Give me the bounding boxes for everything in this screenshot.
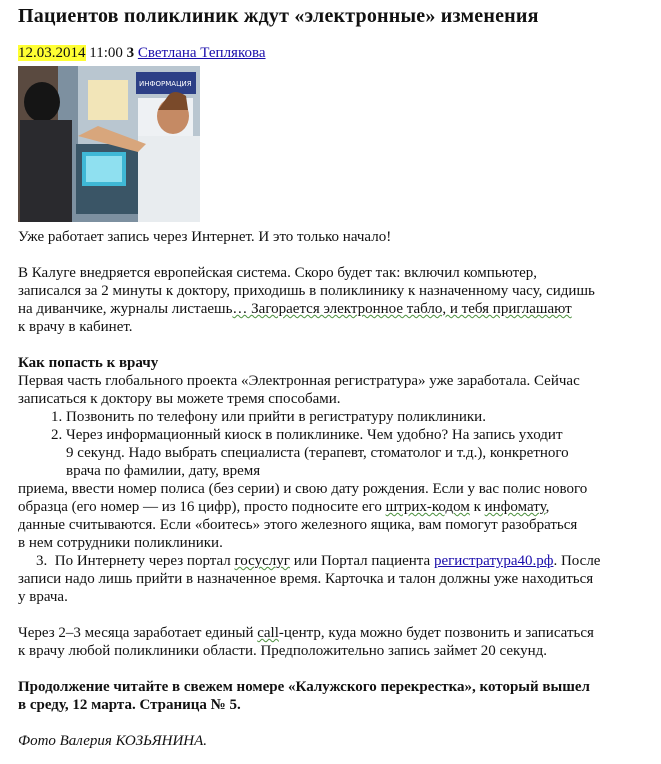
author-link[interactable]: Светлана Теплякова <box>137 45 266 61</box>
registry-link[interactable]: регистратура40.рф <box>433 553 554 569</box>
photo-credit: Фото Валерия КОЗЬЯНИНА. <box>18 733 208 749</box>
article-title: Пациентов поликлиник ждут «электронные» изменения <box>18 5 539 27</box>
publish-date: 12.03.2014 <box>18 45 86 61</box>
continued-notice: Продолжение читайте в свежем номере «Калужского перекрестка», который вышел в среду, 12 марта. Страница № 5. <box>18 679 590 713</box>
photo-caption: Уже работает запись через Интернет. И это только начало! <box>18 229 392 245</box>
publish-time: 11:00 <box>89 45 123 61</box>
comment-count: 3 <box>126 45 135 61</box>
methods-list <box>18 408 645 480</box>
photo-kiosk-icon <box>18 66 200 222</box>
article-meta <box>18 44 645 62</box>
intro-paragraph: В Калуге внедряется европейская система. Скоро будет так: включил компьютер, записался за 2 минуты к доктору, приходишь в поликлинику к назначенному часу, сидишь на диванчике, журналы листаешь… Загорается электронное табло, и тебя приглашают к врачу в кабинет. <box>18 265 595 335</box>
kiosk-continuation: приема, ввести номер полиса (без серии) и свою дату рождения. Если у вас полис нового образца (его номер — из 16 цифр), просто подносите его штрих-кодом к инфомату, данные считываются. Если «боитесь» этого железного ящика, вам помогут разобраться в нем сотрудники поликлиники. <box>18 481 588 551</box>
section-heading: Как попасть к врачу <box>18 355 159 371</box>
photo-sign-text: ИНФОРМАЦИЯ <box>139 80 192 88</box>
list-item: 1. Позвонить по телефону или прийти в регистратуру поликлиники. <box>66 408 645 426</box>
list-item: 2. Через информационный киоск в поликлинике. Чем удобно? На запись уходит 9 секунд. Надо выбрать специалиста (терапевт, стоматолог и т.д.), конкретного врача по фамилии, дату, время <box>66 426 645 480</box>
section-intro: Первая часть глобального проекта «Электронная регистратура» уже заработала. Сейчас записаться к доктору вы можете тремя способами. <box>18 373 580 407</box>
callcenter-paragraph: Через 2–3 месяца заработает единый call-центр, куда можно будет позвонить и записаться к врачу любой поликлиники области. Предположительно запись займет 20 секунд. <box>18 625 594 659</box>
list-item-3-rest: записи надо лишь прийти в назначенное время. Карточка и талон должны уже находиться у врача. <box>18 571 594 605</box>
list-item-3: 3. По Интернету через портал госуслуг или Портал пациента регистратура40.рф. После <box>36 553 601 569</box>
article-photo <box>18 66 200 222</box>
